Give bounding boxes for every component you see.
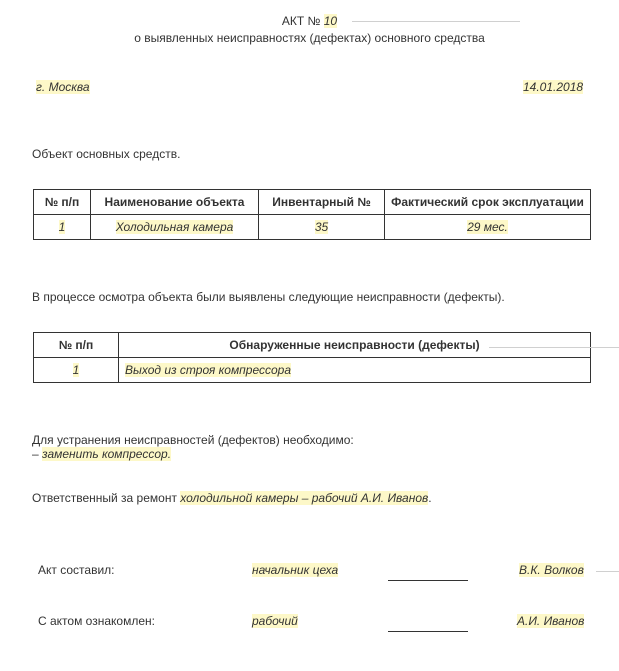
cell-term: 29 мес.	[467, 220, 508, 234]
responsible-line	[32, 491, 432, 505]
cell-name: Холодильная камера	[115, 220, 234, 234]
responsible-prefix: Ответственный за ремонт	[32, 491, 177, 505]
signature-line	[388, 580, 468, 581]
cell-inventory: 35	[314, 220, 329, 234]
cell-defect: Выход из строя компрессора	[125, 363, 292, 377]
col-header-term: Фактический срок эксплуатации	[385, 190, 591, 215]
divider	[352, 21, 520, 22]
col-header-inventory: Инвентарный №	[259, 190, 385, 215]
table-row	[34, 358, 591, 383]
divider	[596, 571, 619, 572]
act-prefix: АКТ №	[281, 14, 321, 28]
col-header-name: Наименование объекта	[91, 190, 259, 215]
signature-position-composer: начальник цеха	[252, 563, 339, 577]
date: 14.01.2018	[523, 80, 584, 94]
cell-number: 1	[72, 363, 80, 377]
remedy-action: заменить компрессор.	[42, 447, 172, 461]
act-number: 10	[323, 14, 338, 28]
signature-label-composer: Акт составил:	[38, 563, 115, 577]
divider	[489, 347, 619, 348]
col-header-number: № п/п	[34, 333, 119, 358]
remedy-dash: –	[32, 447, 39, 461]
object-table	[33, 189, 591, 240]
place: г. Москва	[36, 80, 90, 94]
signature-line	[388, 631, 468, 632]
remedy-label: Для устранения неисправностей (дефектов) необходимо:	[32, 433, 354, 447]
col-header-number: № п/п	[34, 190, 91, 215]
act-subtitle: о выявленных неисправностях (дефектах) основного средства	[134, 31, 485, 45]
defects-intro: В процессе осмотра объекта были выявлены следующие неисправности (дефекты).	[32, 290, 505, 304]
signature-name-composer: В.К. Волков	[519, 563, 584, 577]
responsible-value: холодильной камеры – рабочий А.И. Иванов	[180, 491, 429, 505]
col-header-defects: Обнаруженные неисправности (дефекты)	[119, 333, 591, 358]
signature-position-acknowledged: рабочий	[252, 614, 298, 628]
cell-number: 1	[58, 220, 66, 234]
signature-name-acknowledged: А.И. Иванов	[517, 614, 585, 628]
signature-label-acknowledged: С актом ознакомлен:	[38, 614, 155, 628]
table-header-row	[34, 190, 591, 215]
defects-table	[33, 332, 591, 383]
remedy-line	[32, 447, 171, 461]
act-title	[0, 14, 619, 28]
responsible-suffix: .	[428, 491, 432, 505]
table-row	[34, 215, 591, 240]
object-label: Объект основных средств.	[32, 147, 181, 161]
table-header-row	[34, 333, 591, 358]
